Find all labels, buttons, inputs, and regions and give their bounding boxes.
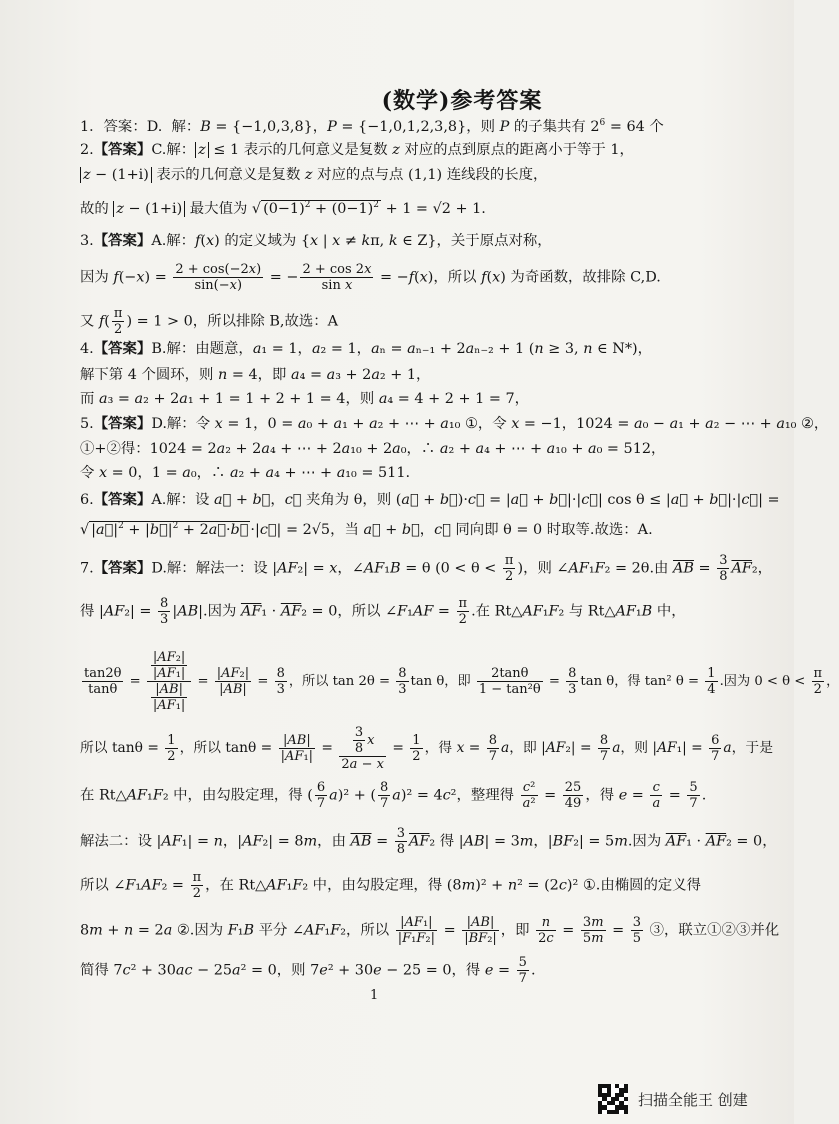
q5-line-3: 令 x = 0，1 = a₀，∴ a₂ + a₄ + ⋯ + a₁₀ = 511. xyxy=(80,465,411,481)
q4-line-2: 解下第 4 个圆环，则 n = 4，即 a₄ = a₃ + 2a₂ + 1， xyxy=(80,367,431,383)
q7-line-1: 7.【答案】D.解：解法一：设 |AF₂| = x，∠AF₁B = θ (0 < θ < $\frac{\pi}{2}$ )，则 ∠AF₁F₂ = 2θ.由 $\overline{AB}$ = $\frac{3}{8}$ $\overline{AF}_2$， xyxy=(80,553,773,584)
q3-line-3: 又 f( $\frac{\pi}{2}$ ) = 1 > 0，所以排除 B,故选：A xyxy=(80,306,339,337)
q4-line-3: 而 a₃ = a₂ + 2a₁ + 1 = 1 + 2 + 1 = 4，则 a₄ = 4 + 2 + 1 = 7， xyxy=(80,391,530,407)
page-number: 1 xyxy=(370,988,379,1003)
q2-line-1: 2.【答案】C.解： z ≤ 1 表示的几何意义是复数 z 对应的点到原点的距离小于等于 1， xyxy=(80,141,634,158)
q4-line-1: 4.【答案】B.解：由题意，a₁ = 1，a₂ = 1，aₙ = aₙ₋₁ + 2aₙ₋₂ + 1 (n ≥ 3, n ∈ N*)， xyxy=(80,340,653,357)
q7-line-5: 在 Rt△AF₁F₂ 中，由勾股定理，得 ( $\frac{6}{7}$ a)² + ( $\frac{8}{7}$ a)² = 4c²，整理得 $\frac{\text{c²}}{\text{a²}}$ = $\frac{25}{49}$ ，得 e = $\frac{c}{a}$ = $\frac{5}{7}$ . xyxy=(80,780,707,811)
q7-line-6: 解法二：设 |AF₁| = n，|AF₂| = 8m，由 $\overline{AB}$ = $\frac{3}{8}$ $\overline{AF}_2$ 得 |AB| = 3m，|BF₂| = 5m.因为 $\overline{AF}_1 \cdot \overline{AF}_2 = 0$， xyxy=(80,826,777,857)
q7-line-9: 简得 7c² + 30ac − 25a² = 0，则 7e² + 30e − 25 = 0，得 e = $\frac{5}{7}$ . xyxy=(80,955,536,986)
scanner-watermark xyxy=(598,1083,788,1115)
qr-code-icon xyxy=(598,1084,628,1114)
q2-line-3: 故的 z − (1+i) 最大值为 √ $(0-1)^2 + (0-1)^2 + 1 = √2 + 1$. xyxy=(80,200,486,217)
q7-line-8: 8m + n = 2a ②.因为 F₁B 平分 ∠AF₁F₂，所以 $\frac{\text{|AF₁|}}{\text{|F₁F₂|}}$ = $\frac{|AB|}{\text{|BF₂|}}$ ，即 $\frac{n}{2c}$ = $\frac{3m}{5m}$ = $\frac{3}{5}$ ③，联立①②③并化 xyxy=(80,915,780,946)
q7-line-3: $\frac{\tan 2\theta}{\tan\theta}$ = $\frac{\frac{\text{|AF₂|}}{\text{|AF₁|}}}{\frac{|AB|}{\text{|AF₁|}}}$ = $\frac{\text{|AF₂|}}{|AB|}$ = $\frac{8}{3}$ ，所以 tan 2θ = $\frac{8}{3}$ tan θ，即 $\frac{2\tan\theta}{\text{1 − tan²θ}}$ = $\frac{8}{3}$ tan θ，得 tan² θ = $\frac{1}{4}$ .因为 0 < θ < $\frac{\pi}{2}$ ， xyxy=(84,650,839,713)
q2-line-2: z − (1+i) 表示的几何意义是复数 z 对应的点与点 (1,1) 连线段的长度， xyxy=(80,166,547,184)
q6-line-1: 6.【答案】A.解：设 a⃗ + b⃗，c⃗ 夹角为 θ，则 (a⃗ + b⃗)·c⃗ = |a⃗ + b⃗|·|c⃗| cos θ ≤ |a⃗ + b⃗|·|c⃗| = xyxy=(80,491,780,508)
q6-line-2: √ $|a⃗|^2$ + $|b⃗|^2$ + 2a⃗·b⃗ ·|c⃗| = 2√5，当 a⃗ + b⃗，c⃗ 同向即 θ = 0 时取等.故选：A. xyxy=(80,521,653,538)
q5-line-1: 5.【答案】D.解：令 x = 1，0 = a₀ + a₁ + a₂ + ⋯ + a₁₀ ①，令 x = −1，1024 = a₀ − a₁ + a₂ − ⋯ + a₁₀ ②， xyxy=(80,415,829,432)
scanner-label: 扫描全能王 创建 xyxy=(638,1090,748,1109)
q7-line-4: 所以 tanθ = $\frac{1}{2}$ ，所以 tanθ = $\frac{|AB|}{\text{|AF₁|}}$ = $\frac{3}{8}$ x 2a − x = $\frac{1}{2}$ ，得 x = $\frac{8}{7}$ a，即 |AF₂| = $\frac{8}{7}$ a，则 |AF₁| = $\frac{6}{7}$ a，于是 xyxy=(80,725,774,772)
page-title: (数学)参考答案 xyxy=(381,88,543,114)
q7-line-7: 所以 ∠F₁AF₂ = $\frac{\pi}{2}$ ，在 Rt△AF₁F₂ 中，由勾股定理，得 (8m)² + n² = (2c)² ①.由椭圆的定义得 xyxy=(80,870,702,901)
q7-line-2: 得 |AF₂| = $\frac{8}{3}$ |AB|.因为 $\overline{AF}_1 \cdot \overline{AF}_2 = 0$，所以 ∠F₁AF = $\frac{\pi}{2}$ .在 Rt△AF₁F₂ 与 Rt△AF₁B 中， xyxy=(80,596,686,627)
q5-line-2: ①+②得：1024 = 2a₂ + 2a₄ + ⋯ + 2a₁₀ + 2a₀，∴ a₂ + a₄ + ⋯ + a₁₀ + a₀ = 512， xyxy=(80,441,666,457)
q3-line-2: 因为 f(−x) = $\frac{2 + \cos(-2x)}{\sin(-x)}$ = − $\frac{2 + \cos 2x}{\text{sin x}}$ = −f(x)，所以 f(x) 为奇函数，故排除 C,D. xyxy=(80,262,661,293)
q3-line-1: 3.【答案】A.解：f(x) 的定义域为 {x | x ≠ kπ, k ∈ Z}，关于原点对称， xyxy=(80,232,552,249)
q1-line: 1．答案：D. 解：B = {−1,0,3,8}，P = {−1,0,1,2,3,8}，则 P 的子集共有 $2^6 = 64$ 个 xyxy=(80,118,664,135)
